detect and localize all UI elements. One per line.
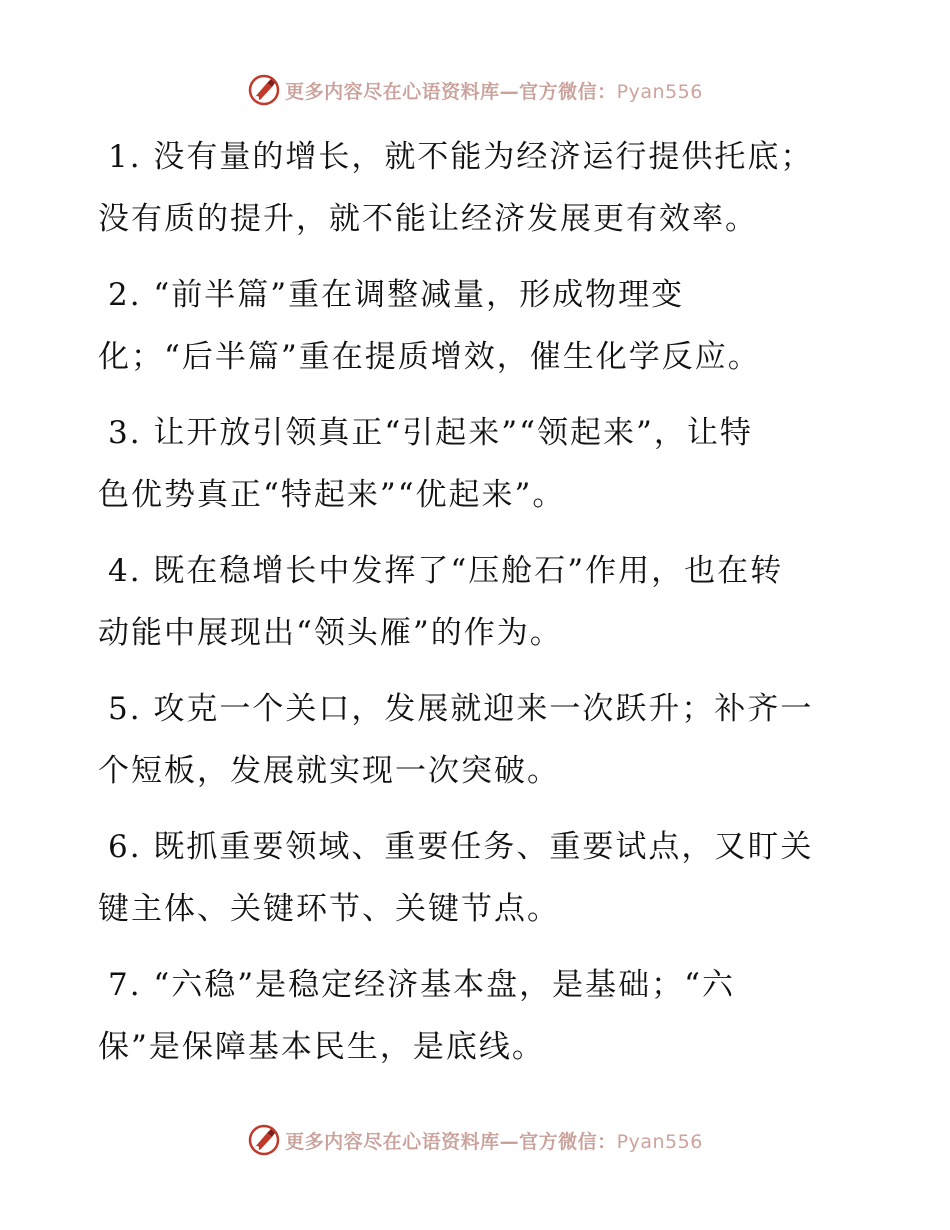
pen-logo-icon: [247, 1123, 281, 1157]
list-item: [98, 402, 838, 526]
list-item: [98, 816, 838, 940]
banner-wechat-id: Pyan556: [616, 80, 703, 103]
item-line: 6. 既抓重要领域、重要任务、重要试点，又盯关: [108, 829, 814, 865]
footer-banner: [0, 1120, 950, 1160]
item-line: 3. 让开放引领真正“引起来”“领起来”，让特: [108, 415, 753, 451]
header-banner: [0, 70, 950, 110]
item-line: 保”是保障基本民生，是底线。: [98, 1029, 545, 1065]
item-line: 7. “六稳”是稳定经济基本盘，是基础；“六: [108, 967, 735, 1003]
list-item: [98, 264, 838, 388]
item-line: 色优势真正“特起来”“优起来”。: [98, 477, 566, 513]
item-line: 个短板，发展就实现一次突破。: [98, 753, 560, 789]
item-line: 5. 攻克一个关口，发展就迎来一次跃升；补齐一: [108, 691, 814, 727]
item-line: 键主体、关键环节、关键节点。: [98, 891, 560, 927]
item-line: 动能中展现出“领头雁”的作为。: [98, 615, 563, 651]
item-line: 没有质的提升，就不能让经济发展更有效率。: [98, 201, 758, 237]
list-item: [98, 540, 838, 664]
banner-text: [285, 77, 703, 104]
pen-logo-icon: [247, 73, 281, 107]
banner-wechat-id: Pyan556: [616, 1130, 703, 1153]
document-body: [98, 126, 838, 1092]
item-line: 4. 既在稳增长中发挥了“压舱石”作用，也在转: [108, 553, 784, 589]
item-line: 1. 没有量的增长，就不能为经济运行提供托底；: [108, 139, 814, 175]
banner-label: 更多内容尽在心语资料库—官方微信：: [285, 80, 617, 103]
item-line: 化；“后半篇”重在提质增效，催生化学反应。: [98, 339, 761, 375]
banner-label: 更多内容尽在心语资料库—官方微信：: [285, 1130, 617, 1153]
list-item: [98, 954, 838, 1078]
list-item: [98, 126, 838, 250]
item-line: 2. “前半篇”重在调整减量，形成物理变: [108, 277, 685, 313]
list-item: [98, 678, 838, 802]
banner-text: [285, 1127, 703, 1154]
